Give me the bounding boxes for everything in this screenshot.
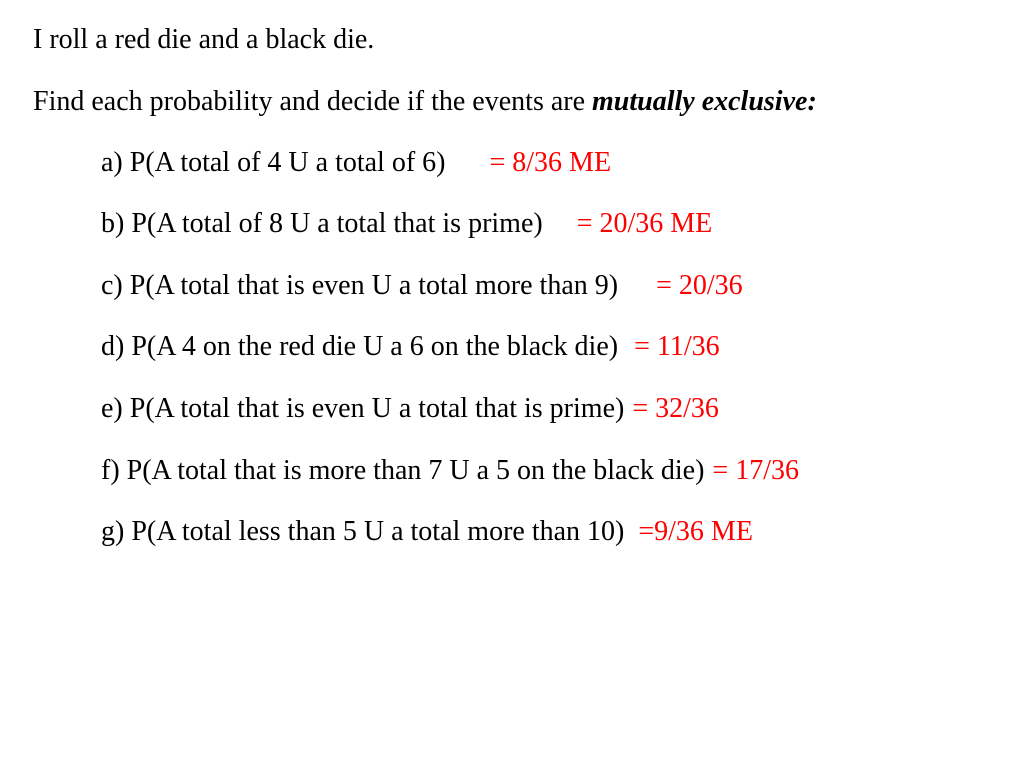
question-a-answer: = 8/36 ME <box>489 147 612 178</box>
question-g <box>101 516 753 548</box>
question-d <box>101 331 720 363</box>
question-b <box>101 208 712 240</box>
question-b-label: b) P(A total of 8 U a total that is prime) <box>101 208 543 239</box>
instruction-text: Find each probability and decide if the events are <box>33 86 593 117</box>
question-g-answer: =9/36 ME <box>638 516 753 547</box>
intro-text: I roll a red die and a black die. <box>33 24 375 55</box>
question-c-answer: = 20/36 <box>656 270 743 301</box>
question-g-label: g) P(A total less than 5 U a total more than 10) <box>101 516 625 547</box>
question-b-answer: = 20/36 ME <box>576 208 713 239</box>
question-d-label: d) P(A 4 on the red die U a 6 on the black die) <box>101 331 619 362</box>
intro-line-2 <box>33 86 817 118</box>
question-a <box>101 147 611 179</box>
question-c <box>101 270 743 302</box>
question-f-answer: = 17/36 <box>712 455 799 486</box>
question-d-answer: = 11/36 <box>634 331 720 362</box>
question-e <box>101 393 719 425</box>
mutually-exclusive-emphasis: mutually exclusive: <box>592 86 817 117</box>
question-f <box>101 455 799 487</box>
question-e-label: e) P(A total that is even U a total that is prime) <box>101 393 625 424</box>
question-f-label: f) P(A total that is more than 7 U a 5 on the black die) <box>101 455 705 486</box>
question-a-label: a) P(A total of 4 U a total of 6) <box>101 147 446 178</box>
question-e-answer: = 32/36 <box>632 393 719 424</box>
question-c-label: c) P(A total that is even U a total more than 9) <box>101 270 619 301</box>
intro-line-1 <box>33 24 374 56</box>
